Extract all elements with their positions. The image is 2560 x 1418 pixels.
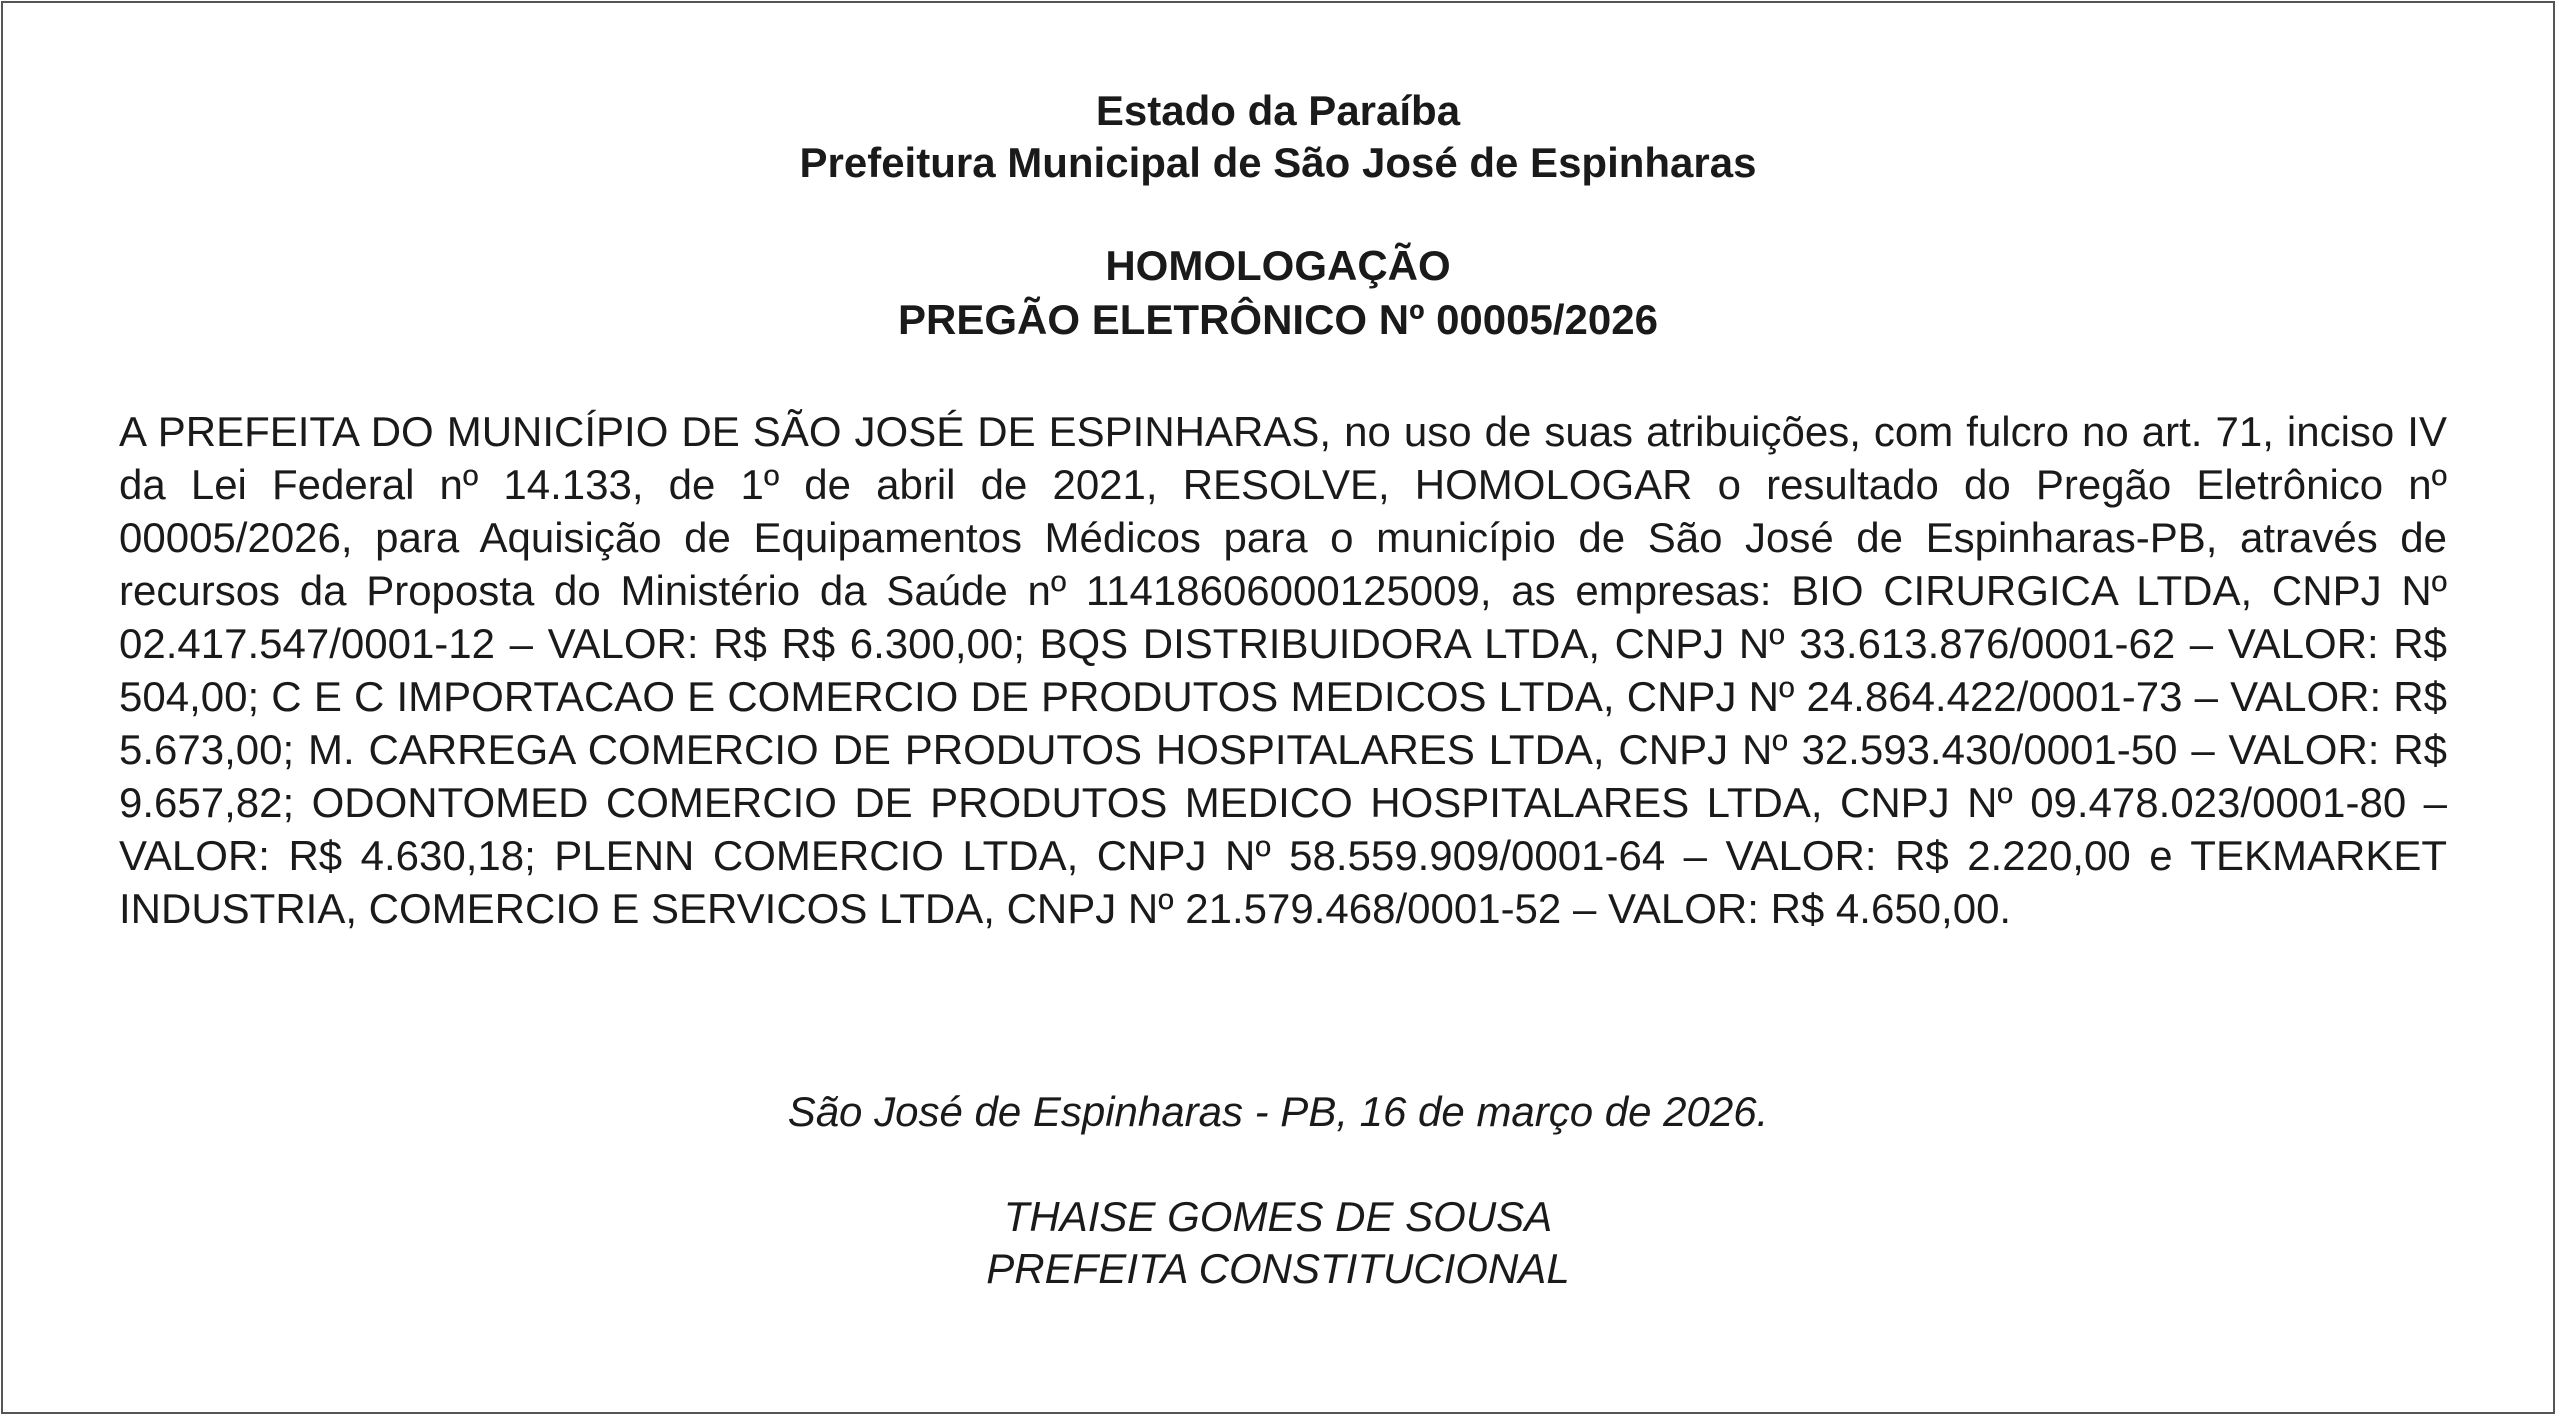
homologation-paragraph: A PREFEITA DO MUNICÍPIO DE SÃO JOSÉ DE ESPINHARAS, no uso de suas atribuições, com fulcro no art. 71, inciso IV da Lei Federal nº 14.133, de 1º de abril de 2021, RESOLVE, HOMOLOGAR o resultado do Pregão Eletrônico nº 00005/2026, para Aquisição de Equipamentos Médicos para o município de São José de Espinharas-PB, através de recursos da Proposta do Ministério da Saúde nº 11418606000125009, as empresas: BIO CIRURGICA LTDA, CNPJ Nº 02.417.547/0001-12 – VALOR: R$ R$ 6.300,00; BQS DISTRIBUIDORA LTDA, CNPJ Nº 33.613.876/0001-62 – VALOR: R$ 504,00; C E C IMPORTACAO E COMERCIO DE PRODUTOS MEDICOS LTDA, CNPJ Nº 24.864.422/0001-73 – VALOR: R$ 5.673,00; M. CARREGA COMERCIO DE PRODUTOS HOSPITALARES LTDA, CNPJ Nº 32.593.430/0001-50 – VALOR: R$ 9.657,82; ODONTOMED COMERCIO DE PRODUTOS MEDICO HOSPITALARES LTDA, CNPJ Nº 09.478.023/0001-80 – VALOR: R$ 4.630,18; PLENN COMERCIO LTDA, CNPJ Nº 58.559.909/0001-64 – VALOR: R$ 2.220,00 e TEKMARKET INDUSTRIA, COMERCIO E SERVICOS LTDA, CNPJ Nº 21.579.468/0001-52 – VALOR: R$ 4.650,00. <box>119 408 2447 932</box>
document-header <box>3 85 2553 189</box>
title-homologation: HOMOLOGAÇÃO <box>1105 242 1451 289</box>
state-name: Estado da Paraíba <box>1095 87 1461 134</box>
signature-block <box>3 1191 2553 1295</box>
municipality-name: Prefeitura Municipal de São José de Espinharas <box>799 139 1757 186</box>
title-procurement-number: PREGÃO ELETRÔNICO Nº 00005/2026 <box>898 296 1658 343</box>
document-frame <box>1 1 2555 1414</box>
document-title <box>3 239 2553 347</box>
place-date: São José de Espinharas - PB, 16 de março de 2026. <box>787 1088 1769 1135</box>
signatory-name: THAISE GOMES DE SOUSA <box>1003 1193 1553 1240</box>
signatory-role: PREFEITA CONSTITUCIONAL <box>986 1245 1570 1292</box>
